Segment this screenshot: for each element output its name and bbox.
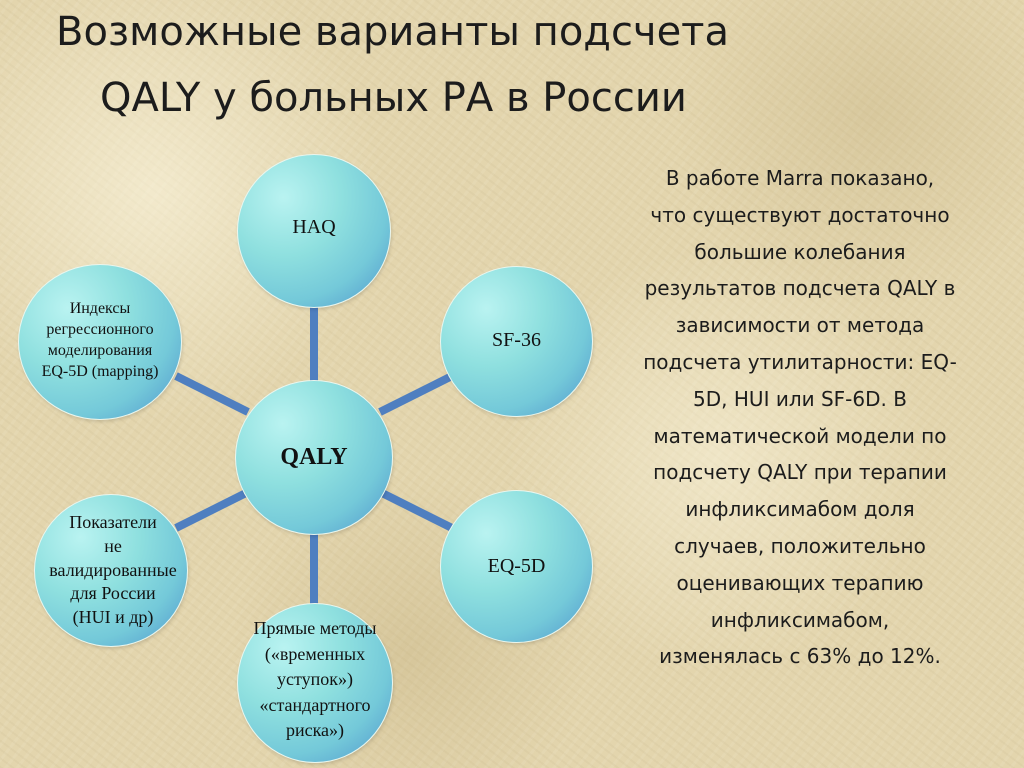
node-hui <box>34 494 188 647</box>
connector-eq5d <box>380 492 452 528</box>
node-eq5d-label: EQ-5D <box>487 555 546 577</box>
node-mapping-label: Индексы регрессионного моделирования EQ-5D (mapping) <box>41 299 159 381</box>
slide-title-line-2: QALY у больных РА в России <box>100 75 687 121</box>
node-haq <box>237 154 391 308</box>
node-direct-methods <box>237 603 393 763</box>
connector-sf36 <box>380 376 452 412</box>
slide-title-line-1: Возможные варианты подсчета <box>56 9 729 55</box>
node-sf36 <box>440 266 593 417</box>
node-qaly-center <box>235 380 393 535</box>
node-hui-label: Показатели не валидированные для России (HUI и др) <box>49 511 177 628</box>
marra-description-text: В работе Marra показано, что существуют достаточно большие колебания результатов подсчета QALY в зависимости от метода подсчета утилитарности: EQ- 5D, HUI или SF-6D. В математической модели по подсчету QALY при терапии инфликсимабом доля случаев, положительно оценивающих терапию инфликсимабом, изменялась с 63% до 12%. <box>643 166 957 669</box>
node-haq-label: HAQ <box>292 215 336 238</box>
node-sf36-label: SF-36 <box>492 329 541 351</box>
connector-mapping <box>176 376 248 412</box>
node-qaly-label: QALY <box>280 444 348 470</box>
node-direct-methods-label: Прямые методы («временных уступок») «стандартного риска») <box>253 618 377 741</box>
node-eq5d <box>440 490 593 643</box>
node-mapping <box>18 264 182 420</box>
